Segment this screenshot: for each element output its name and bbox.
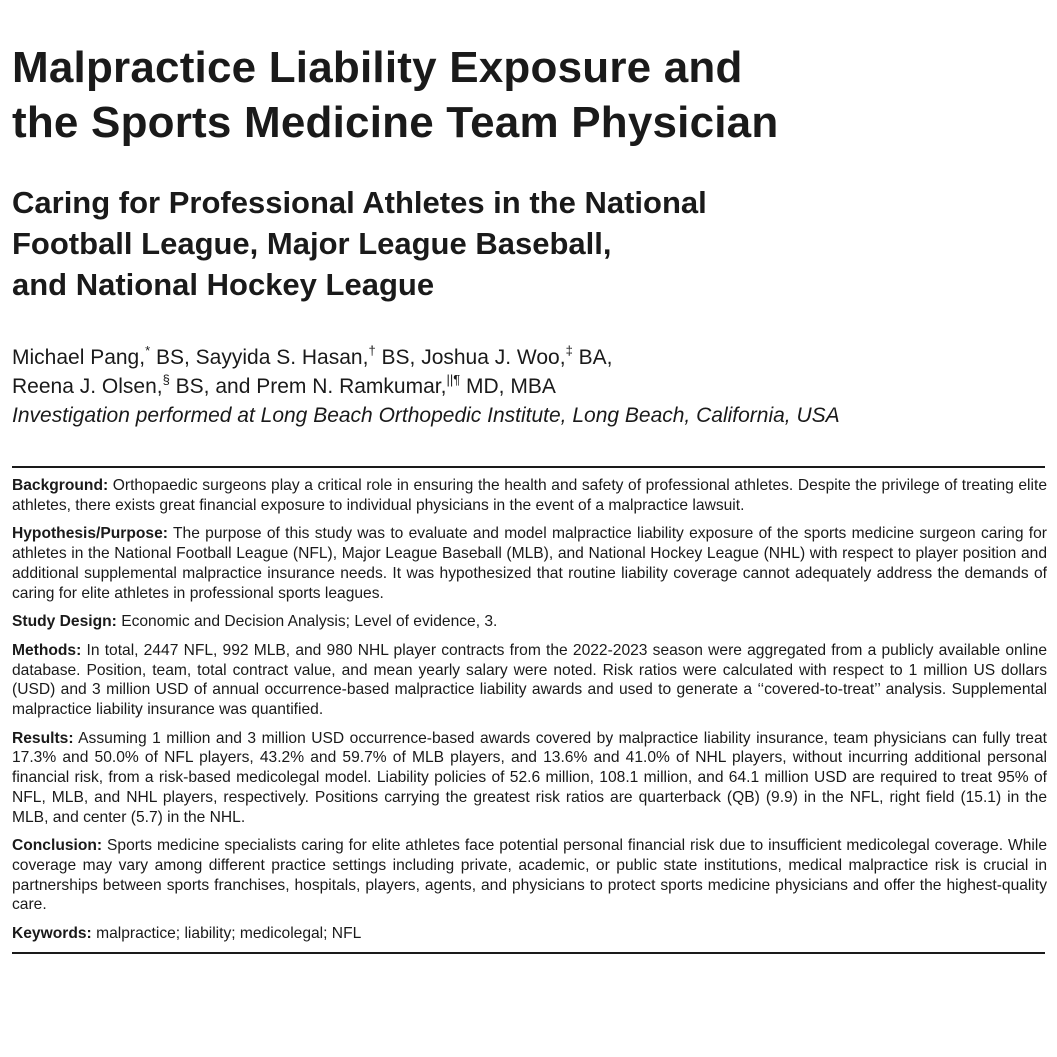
author-mark: ‡: [565, 343, 573, 358]
section-label: Methods:: [12, 641, 82, 659]
author-degree: MD, MBA: [460, 375, 556, 398]
author-mark: *: [145, 343, 151, 358]
author-name: Reena J. Olsen,: [12, 375, 163, 398]
subtitle-line: Caring for Professional Athletes in the National: [12, 185, 707, 220]
subtitle-line: Football League, Major League Baseball,: [12, 226, 612, 261]
article-title: [12, 40, 1047, 150]
section-text: Economic and Decision Analysis; Level of evidence, 3.: [121, 613, 498, 631]
section-label: Conclusion:: [12, 837, 103, 855]
section-label: Results:: [12, 729, 74, 747]
section-text: Assuming 1 million and 3 million USD occurrence-based awards covered by malpractice liability insurance, team physicians can fully treat 17.3% and 50.0% of NFL players, 43.2% and 59.7% of MLB players, and 13.6% and 41.0% of NHL players, without incurring additional personal financial risk, from a risk-based medicolegal model. Liability policies of 52.6 million, 108.1 million, and 64.1 million USD are required to treat 95% of NFL, MLB, and NHL players, respectively. Positions carrying the greatest risk ratios are quarterback (QB) (9.9) in the NFL, right field (15.1) in the MLB, and center (5.7) in the NHL.: [12, 729, 1047, 826]
abstract-results: [12, 729, 1047, 828]
abstract-study-design: [12, 612, 1047, 632]
abstract: [12, 468, 1047, 952]
section-label: Study Design:: [12, 613, 117, 631]
divider: [12, 952, 1045, 954]
section-text: The purpose of this study was to evaluate and model malpractice liability exposure of the sports medicine surgeon caring for athletes in the National Football League (NFL), Major League Baseball (MLB), and National Hockey League (NHL) with respect to player position and additional supplemental malpractice insurance needs. It was hypothesized that routine liability coverage cannot adequately address the demands of caring for elite athletes in professional sports leagues.: [12, 525, 1047, 602]
author-mark: §: [162, 372, 170, 387]
author-mark: †: [368, 343, 376, 358]
affiliation: Investigation performed at Long Beach Orthopedic Institute, Long Beach, California, USA: [12, 404, 840, 427]
section-label: Keywords:: [12, 925, 92, 943]
article-page: [12, 40, 1047, 954]
author-degree: BS, and: [169, 375, 251, 398]
section-text: In total, 2447 NFL, 992 MLB, and 980 NHL player contracts from the 2022-2023 season were aggregated from a publicly available online database. Position, team, total contract value, and mean yearly salary were noted. Risk ratios were calculated with respect to 1 million US dollars (USD) and 3 million USD of annual occurrence-based malpractice liability awards and used to generate a ‘‘covered-to-treat’’ analysis. Supplemental malpractice liability insurance was quantified.: [12, 641, 1047, 719]
author-name: Joshua J. Woo,: [421, 346, 566, 369]
article-subtitle: [12, 182, 1047, 305]
section-text: Sports medicine specialists caring for elite athletes face potential personal financial risk due to insufficient medicolegal coverage. While coverage may vary among different practice settings including private, academic, or public state institutions, medical malpractice risk is crucial in partnerships between sports franchises, hospitals, players, agents, and physicians to protect sports medicine physicians and offer the highest-quality care.: [12, 837, 1047, 914]
abstract-keywords: [12, 924, 1047, 944]
section-label: Background:: [12, 477, 109, 494]
author-degree: BS,: [375, 346, 416, 369]
abstract-methods: [12, 641, 1047, 720]
author-name: Sayyida S. Hasan,: [195, 346, 369, 369]
author-mark: ||¶: [446, 372, 461, 387]
section-text: Orthopaedic surgeons play a critical role in ensuring the health and safety of professional athletes. Despite the privilege of treating elite athletes, there exists great financial exposure to individual physicians in the event of a malpractice lawsuit.: [12, 477, 1047, 514]
author-list: [12, 343, 1047, 401]
author-name: Michael Pang,: [12, 346, 146, 369]
title-line: Malpractice Liability Exposure and: [12, 43, 743, 92]
abstract-conclusion: [12, 836, 1047, 915]
author-degree: BS,: [150, 346, 190, 369]
subtitle-line: and National Hockey League: [12, 267, 435, 302]
section-text: malpractice; liability; medicolegal; NFL: [96, 925, 362, 943]
abstract-hypothesis: [12, 524, 1047, 603]
abstract-background: [12, 476, 1047, 515]
title-line: the Sports Medicine Team Physician: [12, 98, 779, 147]
author-line: [12, 372, 1047, 401]
author-name: Prem N. Ramkumar,: [256, 375, 447, 398]
author-line: [12, 343, 1047, 372]
section-label: Hypothesis/Purpose:: [12, 525, 168, 543]
author-degree: BA,: [572, 346, 613, 369]
